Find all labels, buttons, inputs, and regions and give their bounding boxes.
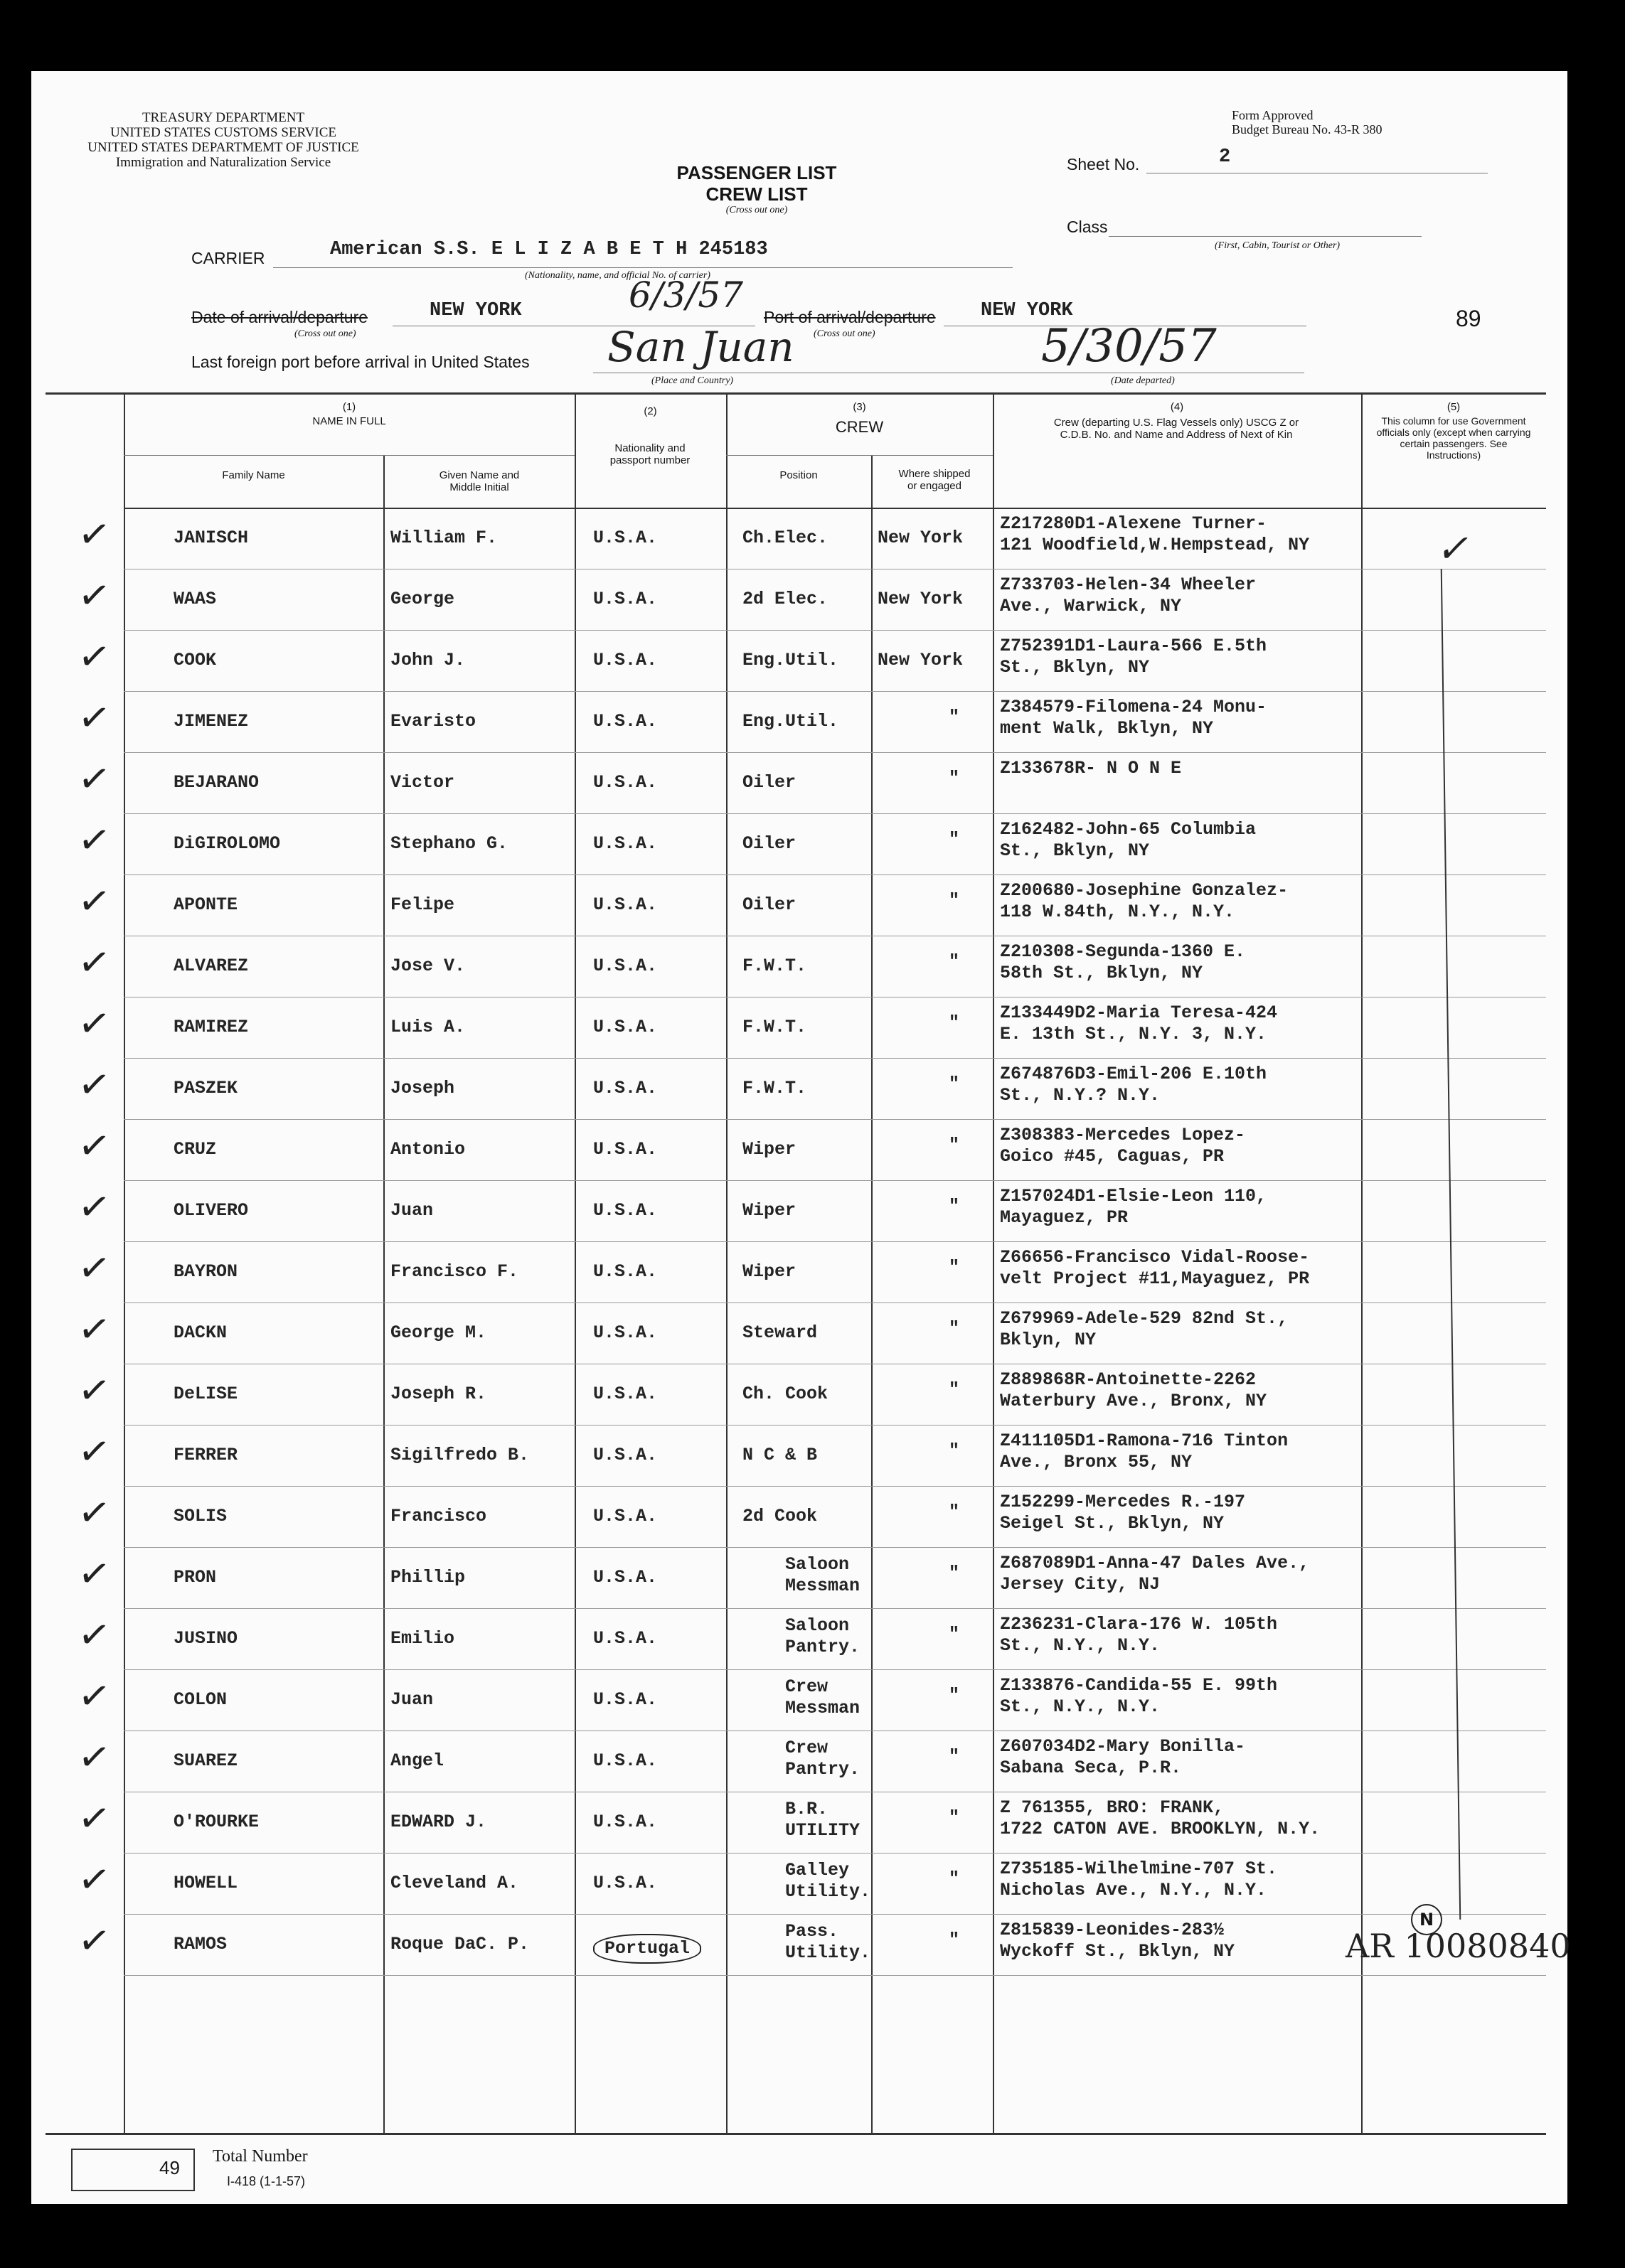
given-name: Francisco F.: [390, 1261, 519, 1282]
port-label: Port of arrival/departure: [764, 308, 936, 326]
nationality: U.S.A.: [593, 589, 658, 609]
next-of-kin-line-2: 58th St., Bklyn, NY: [1000, 963, 1203, 983]
where-shipped: ": [949, 768, 960, 788]
position-line-2: Messman: [785, 1698, 861, 1718]
position: Ch. Cook: [742, 1384, 829, 1404]
col5-number: (5): [1446, 401, 1461, 413]
row-check-mark: ✓: [75, 1427, 114, 1476]
table-row: [124, 1058, 1546, 1120]
given-name: George M.: [390, 1322, 487, 1343]
date-label: Date of arrival/departure: [191, 308, 368, 326]
next-of-kin-line-1: Z308383-Mercedes Lopez-: [1000, 1125, 1246, 1145]
nationality: Portugal: [593, 1934, 701, 1964]
row-check-mark: ✓: [75, 1671, 114, 1721]
next-of-kin-line-1: Z157024D1-Elsie-Leon 110,: [1000, 1186, 1267, 1207]
position: 2d Cook: [742, 1506, 818, 1526]
next-of-kin-line-2: Ave., Bronx 55, NY: [1000, 1452, 1193, 1472]
next-of-kin-line-2: Ave., Warwick, NY: [1000, 596, 1182, 616]
table-row: [124, 569, 1546, 631]
position: Eng.Util.: [742, 650, 839, 670]
given-name: Francisco: [390, 1506, 487, 1526]
class-caption: (First, Cabin, Tourist or Other): [1215, 240, 1341, 251]
carrier-value: American S.S. E L I Z A B E T H 245183: [330, 239, 768, 260]
given-name: Stephano G.: [390, 833, 508, 854]
table-row: [124, 1364, 1546, 1425]
title-passenger-list: PASSENGER LIST: [676, 162, 837, 183]
position: Eng.Util.: [742, 711, 839, 732]
position: Ch.Elec.: [742, 528, 829, 548]
family-name: COOK: [174, 650, 217, 670]
row-check-mark: ✓: [75, 815, 114, 865]
nationality: U.S.A.: [593, 833, 658, 854]
where-shipped: ": [949, 951, 960, 972]
position-line-2: Utility.: [785, 1942, 871, 1963]
position: F.W.T.: [742, 1078, 807, 1098]
nationality: U.S.A.: [593, 1506, 658, 1526]
agency-line-2: UNITED STATES CUSTOMS SERVICE: [110, 125, 337, 140]
col1-title: NAME IN FULL: [312, 415, 386, 427]
next-of-kin-line-2: Wyckoff St., Bklyn, NY: [1000, 1941, 1235, 1962]
next-of-kin-line-2: St., N.Y., N.Y.: [1000, 1696, 1161, 1717]
family-name: DiGIROLOMO: [174, 833, 281, 854]
table-row: [124, 1303, 1546, 1364]
position-line-1: Crew: [785, 1738, 829, 1758]
family-name: PRON: [174, 1567, 217, 1588]
row-check-mark: ✓: [75, 1366, 114, 1415]
where-shipped: ": [949, 1930, 960, 1950]
col-government-use: This column for use Government officials only (except when carrying certain passengers. See Instructions): [1376, 415, 1531, 461]
family-name: SOLIS: [174, 1506, 228, 1526]
table-row: [124, 1486, 1546, 1548]
position: Oiler: [742, 833, 796, 854]
position-line-1: Saloon: [785, 1615, 850, 1636]
class-label: Class: [1067, 218, 1108, 236]
given-name: EDWARD J.: [390, 1812, 487, 1832]
next-of-kin-line-2: St., Bklyn, NY: [1000, 840, 1150, 861]
where-shipped: ": [949, 1746, 960, 1767]
next-of-kin-line-1: Z236231-Clara-176 W. 105th: [1000, 1614, 1278, 1635]
port-caption: (Cross out one): [814, 328, 875, 339]
last-port-label: Last foreign port before arrival in United States: [191, 353, 530, 371]
col-where-shipped: Where shipped or engaged: [898, 468, 971, 492]
position: Steward: [742, 1322, 818, 1343]
next-of-kin-line-1: Z133678R- N O N E: [1000, 758, 1182, 779]
where-shipped: ": [949, 1379, 960, 1400]
next-of-kin-line-1: Z889868R-Antoinette-2262: [1000, 1369, 1257, 1390]
page-number: 89: [1456, 306, 1481, 331]
class-underline: [1109, 236, 1422, 237]
next-of-kin-line-1: Z733703-Helen-34 Wheeler: [1000, 574, 1257, 595]
row-check-mark: ✓: [75, 877, 114, 926]
row-check-mark: ✓: [75, 1060, 114, 1109]
family-name: BAYRON: [174, 1261, 238, 1282]
table-row: [124, 1119, 1546, 1181]
family-name: ALVAREZ: [174, 956, 249, 976]
carrier-underline: [273, 267, 1013, 268]
agency-header: [46, 110, 401, 170]
where-shipped: ": [949, 829, 960, 850]
date-value: 6/3/57: [629, 274, 743, 316]
agency-line-3: UNITED STATES DEPARTMEMT OF JUSTICE: [87, 140, 359, 155]
given-name: John J.: [390, 650, 466, 670]
nationality: U.S.A.: [593, 1567, 658, 1588]
table-row: [124, 1425, 1546, 1487]
col-position: Position: [779, 469, 818, 481]
next-of-kin-line-1: Z679969-Adele-529 82nd St.,: [1000, 1308, 1289, 1329]
family-name: APONTE: [174, 894, 238, 915]
family-name: WAAS: [174, 589, 217, 609]
next-of-kin-line-1: Z687089D1-Anna-47 Dales Ave.,: [1000, 1553, 1310, 1573]
col1-number: (1): [342, 401, 356, 413]
position: Wiper: [742, 1261, 796, 1282]
where-shipped: ": [949, 1318, 960, 1339]
next-of-kin-line-2: St., N.Y.? N.Y.: [1000, 1085, 1161, 1106]
col-next-of-kin: Crew (departing U.S. Flag Vessels only) USCG Z or C.D.B. No. and Name and Address of Next of Kin: [1053, 417, 1299, 441]
form-approved-label: Form Approved: [1232, 108, 1314, 122]
nationality: U.S.A.: [593, 1017, 658, 1037]
position-line-1: B.R.: [785, 1799, 829, 1819]
family-name: BEJARANO: [174, 772, 260, 793]
nationality: U.S.A.: [593, 894, 658, 915]
row-check-mark: ✓: [75, 1182, 114, 1231]
family-name: RAMIREZ: [174, 1017, 249, 1037]
next-of-kin-line-2: 1722 CATON AVE. BROOKLYN, N.Y.: [1000, 1819, 1321, 1839]
title-crew-list: CREW LIST: [705, 183, 808, 205]
where-shipped: ": [949, 1624, 960, 1644]
table-top-rule: [46, 392, 1546, 395]
family-name: O'ROURKE: [174, 1812, 260, 1832]
row-check-mark: ✓: [75, 1305, 114, 1354]
where-shipped: ": [949, 1563, 960, 1583]
row-check-mark: ✓: [75, 693, 114, 742]
col2-number: (2): [644, 405, 657, 417]
given-name: Cleveland A.: [390, 1873, 519, 1893]
row-check-mark: ✓: [75, 1243, 114, 1293]
position-line-2: Pantry.: [785, 1637, 861, 1657]
where-shipped: ": [949, 1440, 960, 1461]
annotation-n-circled: [1411, 1904, 1442, 1935]
nationality: U.S.A.: [593, 1689, 658, 1710]
family-name: CRUZ: [174, 1139, 217, 1160]
sheet-label: Sheet No.: [1067, 155, 1140, 173]
col-given-name: Given Name and Middle Initial: [439, 469, 520, 493]
position: F.W.T.: [742, 956, 807, 976]
position-line-1: Galley: [785, 1860, 850, 1881]
nationality: U.S.A.: [593, 1200, 658, 1221]
agency-line-1: TREASURY DEPARTMENT: [142, 110, 305, 125]
next-of-kin-line-1: Z411105D1-Ramona-716 Tinton: [1000, 1430, 1289, 1451]
given-name: William F.: [390, 528, 498, 548]
date-departed-value: 5/30/57: [1041, 320, 1217, 373]
next-of-kin-line-1: Z735185-Wilhelmine-707 St.: [1000, 1858, 1278, 1879]
next-of-kin-line-1: Z133449D2-Maria Teresa-424: [1000, 1002, 1278, 1023]
row-check-mark: ✓: [75, 571, 114, 620]
row-check-mark: ✓: [75, 510, 114, 559]
position: N C & B: [742, 1445, 818, 1465]
next-of-kin-line-1: Z 761355, BRO: FRANK,: [1000, 1797, 1225, 1818]
next-of-kin-line-2: St., Bklyn, NY: [1000, 657, 1150, 678]
family-name: DACKN: [174, 1322, 228, 1343]
nationality: U.S.A.: [593, 1261, 658, 1282]
given-name: Felipe: [390, 894, 455, 915]
nationality: U.S.A.: [593, 650, 658, 670]
position-line-1: Crew: [785, 1676, 829, 1697]
position: 2d Elec.: [742, 589, 829, 609]
port-value: NEW YORK: [981, 300, 1073, 321]
next-of-kin-line-1: Z815839-Leonides-283½: [1000, 1920, 1225, 1940]
given-name: Juan: [390, 1200, 434, 1221]
nationality: U.S.A.: [593, 528, 658, 548]
where-shipped: ": [949, 1257, 960, 1278]
position-line-2: Utility.: [785, 1881, 871, 1902]
table-bottom-rule: [46, 2133, 1546, 2135]
family-name: COLON: [174, 1689, 228, 1710]
given-name: Sigilfredo B.: [390, 1445, 530, 1465]
position: Oiler: [742, 772, 796, 793]
form-number: I-418 (1-1-57): [227, 2174, 306, 2188]
date-departed-caption: (Date departed): [1111, 375, 1175, 386]
row-check-mark: ✓: [75, 754, 114, 803]
next-of-kin-line-2: St., N.Y., N.Y.: [1000, 1635, 1161, 1656]
where-shipped: ": [949, 1196, 960, 1216]
family-name: SUAREZ: [174, 1750, 238, 1771]
where-shipped: ": [949, 890, 960, 911]
row-check-mark: ✓: [75, 1549, 114, 1598]
where-shipped: New York: [878, 528, 964, 548]
next-of-kin-line-2: Mayaguez, PR: [1000, 1207, 1129, 1228]
where-shipped: ": [949, 1502, 960, 1522]
next-of-kin-line-1: Z66656-Francisco Vidal-Roose-: [1000, 1247, 1310, 1268]
given-name: Evaristo: [390, 711, 476, 732]
nationality: U.S.A.: [593, 1384, 658, 1404]
nationality: U.S.A.: [593, 1322, 658, 1343]
nationality: U.S.A.: [593, 772, 658, 793]
total-label: Total Number: [213, 2147, 308, 2166]
next-of-kin-line-1: Z133876-Candida-55 E. 99th: [1000, 1675, 1278, 1696]
total-value: 49: [159, 2157, 180, 2178]
col4-number: (4): [1170, 401, 1184, 413]
next-of-kin-line-1: Z607034D2-Mary Bonilla-: [1000, 1736, 1246, 1757]
where-shipped: ": [949, 1135, 960, 1155]
next-of-kin-line-1: Z674876D3-Emil-206 E.10th: [1000, 1064, 1267, 1084]
position-line-2: Messman: [785, 1576, 861, 1596]
next-of-kin-line-2: Bklyn, NY: [1000, 1330, 1097, 1350]
next-of-kin-line-2: 121 Woodfield,W.Hempstead, NY: [1000, 535, 1310, 555]
where-shipped: ": [949, 707, 960, 727]
next-of-kin-line-2: 118 W.84th, N.Y., N.Y.: [1000, 902, 1235, 922]
carrier-caption: (Nationality, name, and official No. of carrier): [525, 270, 710, 281]
agency-line-4: Immigration and Naturalization Service: [115, 155, 331, 170]
row-check-mark: ✓: [75, 1488, 114, 1537]
family-name: RAMOS: [174, 1934, 228, 1954]
row1-gov-check: ✓: [1436, 526, 1469, 571]
where-shipped: ": [949, 1012, 960, 1033]
nationality: U.S.A.: [593, 1139, 658, 1160]
table-row: [124, 508, 1546, 569]
given-name: George: [390, 589, 455, 609]
annotation-ar: AR 10080840: [1346, 1927, 1571, 1965]
nationality: U.S.A.: [593, 1628, 658, 1649]
position-line-1: Saloon: [785, 1554, 850, 1575]
row-check-mark: ✓: [75, 632, 114, 681]
given-name: Jose V.: [390, 956, 466, 976]
table-row: [124, 813, 1546, 875]
nationality: U.S.A.: [593, 1078, 658, 1098]
nationality: U.S.A.: [593, 1445, 658, 1465]
given-name: Victor: [390, 772, 455, 793]
table-row: [124, 752, 1546, 814]
where-shipped: ": [949, 1868, 960, 1889]
next-of-kin-line-2: Goico #45, Caguas, PR: [1000, 1146, 1225, 1167]
row-check-mark: ✓: [75, 938, 114, 987]
nationality: U.S.A.: [593, 956, 658, 976]
date-caption: (Cross out one): [294, 328, 356, 339]
last-port-caption: (Place and Country): [651, 375, 734, 386]
next-of-kin-line-1: Z384579-Filomena-24 Monu-: [1000, 697, 1267, 717]
nationality: U.S.A.: [593, 1873, 658, 1893]
given-name: Luis A.: [390, 1017, 466, 1037]
position-line-2: Pantry.: [785, 1759, 861, 1780]
last-port-value: San Juan: [607, 323, 794, 371]
given-name: Antonio: [390, 1139, 466, 1160]
next-of-kin-line-1: Z217280D1-Alexene Turner-: [1000, 513, 1267, 534]
table-row: [124, 997, 1546, 1059]
family-name: JANISCH: [174, 528, 249, 548]
family-name: JUSINO: [174, 1628, 238, 1649]
position-line-2: UTILITY: [785, 1820, 861, 1841]
where-shipped: ": [949, 1685, 960, 1706]
col-crew: CREW: [835, 418, 884, 436]
next-of-kin-line-2: Seigel St., Bklyn, NY: [1000, 1513, 1225, 1534]
annotation-n: N: [1419, 1910, 1434, 1930]
given-name: Joseph R.: [390, 1384, 487, 1404]
family-name: JIMENEZ: [174, 711, 249, 732]
row-check-mark: ✓: [75, 1855, 114, 1904]
col3-number: (3): [853, 401, 866, 413]
next-of-kin-line-1: Z162482-John-65 Columbia: [1000, 819, 1257, 840]
row-check-mark: ✓: [75, 1610, 114, 1659]
position: Wiper: [742, 1139, 796, 1160]
given-name: Angel: [390, 1750, 444, 1771]
carrier-label: CARRIER: [191, 249, 265, 267]
next-of-kin-line-2: E. 13th St., N.Y. 3, N.Y.: [1000, 1024, 1267, 1044]
row-check-mark: ✓: [75, 999, 114, 1048]
given-name: Emilio: [390, 1628, 455, 1649]
title-cross-out-caption: (Cross out one): [725, 205, 788, 215]
table-row: [124, 874, 1546, 936]
given-name: Phillip: [390, 1567, 466, 1588]
given-name: Juan: [390, 1689, 434, 1710]
family-name: OLIVERO: [174, 1200, 249, 1221]
given-name: Roque DaC. P.: [390, 1934, 530, 1954]
next-of-kin-line-1: Z152299-Mercedes R.-197: [1000, 1492, 1246, 1512]
next-of-kin-line-1: Z210308-Segunda-1360 E.: [1000, 941, 1246, 962]
nationality: U.S.A.: [593, 711, 658, 732]
position: Oiler: [742, 894, 796, 915]
next-of-kin-line-2: velt Project #11,Mayaguez, PR: [1000, 1268, 1310, 1289]
row-check-mark: ✓: [75, 1121, 114, 1170]
next-of-kin-line-2: Jersey City, NJ: [1000, 1574, 1161, 1595]
where-shipped: New York: [878, 650, 964, 670]
document-page: [31, 71, 1571, 2204]
col-nationality: Nationality and passport number: [609, 442, 691, 466]
next-of-kin-line-1: Z200680-Josephine Gonzalez-: [1000, 880, 1289, 901]
budget-bureau-number: Budget Bureau No. 43-R 380: [1232, 122, 1382, 137]
table-row: [124, 1241, 1546, 1303]
where-shipped: New York: [878, 589, 964, 609]
family-name: PASZEK: [174, 1078, 238, 1098]
next-of-kin-line-2: Nicholas Ave., N.Y., N.Y.: [1000, 1880, 1267, 1900]
form-title: [650, 162, 863, 216]
position-line-1: Pass.: [785, 1921, 839, 1942]
family-name: HOWELL: [174, 1873, 238, 1893]
position: F.W.T.: [742, 1017, 807, 1037]
row-check-mark: ✓: [75, 1794, 114, 1843]
col-family-name: Family Name: [222, 469, 285, 481]
row-check-mark: ✓: [75, 1916, 114, 1965]
next-of-kin-line-2: Waterbury Ave., Bronx, NY: [1000, 1391, 1267, 1411]
table-row: [124, 1180, 1546, 1242]
next-of-kin-line-1: Z752391D1-Laura-566 E.5th: [1000, 636, 1267, 656]
sheet-value: 2: [1219, 146, 1231, 168]
date-port: NEW YORK: [430, 300, 522, 321]
subheader-rule-name: [124, 455, 575, 456]
where-shipped: ": [949, 1074, 960, 1094]
given-name: Joseph: [390, 1078, 455, 1098]
form-approved: [1232, 108, 1382, 137]
next-of-kin-line-2: Sabana Seca, P.R.: [1000, 1758, 1182, 1778]
family-name: DeLISE: [174, 1384, 238, 1404]
family-name: FERRER: [174, 1445, 238, 1465]
row-check-mark: ✓: [75, 1733, 114, 1782]
next-of-kin-line-2: ment Walk, Bklyn, NY: [1000, 718, 1214, 739]
subheader-rule-crew: [726, 455, 993, 456]
nationality: U.S.A.: [593, 1750, 658, 1771]
nationality: U.S.A.: [593, 1812, 658, 1832]
position: Wiper: [742, 1200, 796, 1221]
where-shipped: ": [949, 1807, 960, 1828]
table-row: [124, 936, 1546, 997]
